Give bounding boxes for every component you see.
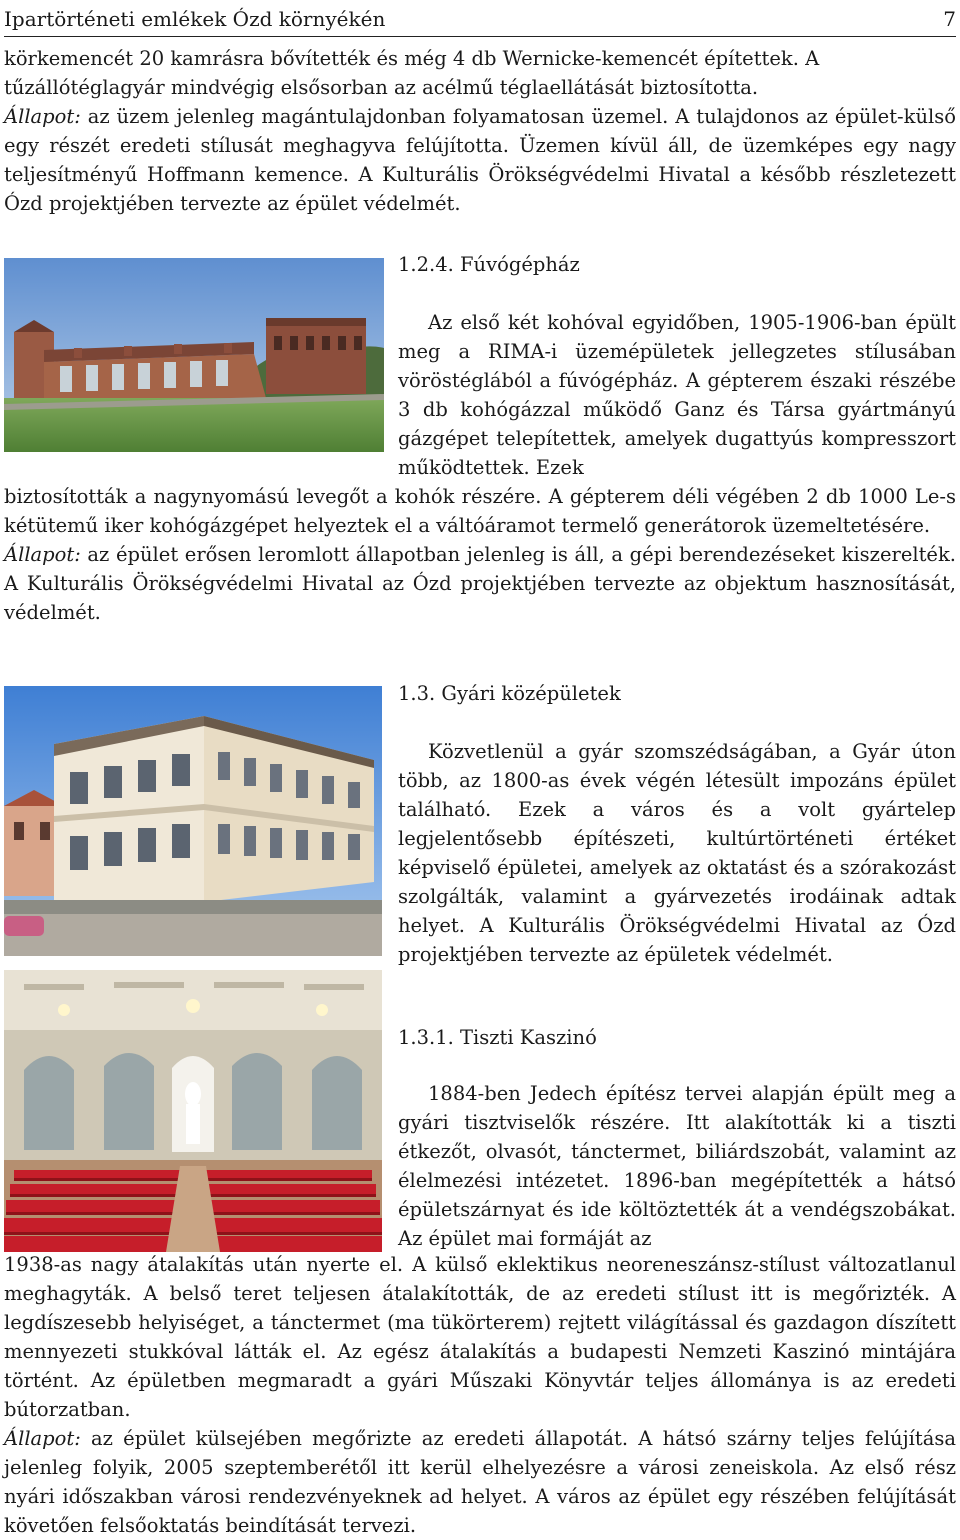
blower-house-state bbox=[4, 540, 956, 627]
casino-state-text: az épület külsejében megőrizte az eredeti állapotát. A hátsó szárny teljes felújítása jelenleg folyik, 2005 szeptemberétől itt kerül elhelyezésre a városi zeneiskola. Az első rész nyári időszakban városi rendezvényeknek ad helyet. A város az épület egy részében felújítását követően felsőoktatás beindítását tervezi. bbox=[4, 1427, 956, 1537]
casino-side-text: 1884-ben Jedech építész tervei alapján épült meg a gyári tisztviselők részére. Itt alakították ki a tiszti étkezőt, olvasót, tánctermet, biliárdszobát, valamint az élelmezési intézetet. 1896-ban megépítették a hátsó épületszárnyat és ide költöztették át a vendégszobákat. Az épület mai formáját az bbox=[398, 1082, 956, 1250]
blower-house-state-text: az épület erősen leromlott állapotban jelenleg is áll, a gépi berendezéseket kiszerelték. A Kulturális Örökségvédelmi Hivatal az Ózd projektjében tervezte az objektum hasznosítását, védelmét. bbox=[4, 543, 956, 624]
state-label: Állapot: bbox=[4, 1427, 81, 1450]
blower-house-photo bbox=[4, 258, 384, 452]
page-header bbox=[4, 4, 956, 37]
blower-house-full-text: biztosították a nagynyomású levegőt a kohók részére. A gépterem déli végében 2 db 1000 Le-s kétütemű iker kohógázgépet helyeztek el a váltóáramot termelő generátorok üzemeltetésére. bbox=[4, 485, 956, 537]
public-buildings-text: Közvetlenül a gyár szomszédságában, a Gyár úton több, az 1800-as évek végén létesült impozáns épület található. Ezek a város és a volt gyártelep legjelentősebb építészeti, kultúrtörténeti értéket képviselő épületei, amelyek az oktatást és a szórakozást szolgálták, valamint a gyárvezetés irodáinak adtak helyet. A Kulturális Örökségvédelmi Hivatal az Ózd projektjében tervezte az épületek védelmét. bbox=[398, 740, 956, 966]
heading-131: 1.3.1. Tiszti Kaszinó bbox=[398, 1026, 597, 1049]
blower-house-paragraph bbox=[4, 482, 956, 627]
page-number: 7 bbox=[943, 7, 956, 31]
casino-full-text: 1938-as nagy átalakítás után nyerte el. A külső eklektikus neoreneszánsz-stílust változatlanul meghagyták. A belső teret teljesen átalakították, de az eredeti stílust itt is megőrizték. A legdíszesebb helyiséget, a tánctermet (ma tükörterem) rejtett világítással és gazdagon díszített mennyezeti stukkóval látták el. Az egész átalakítás a budapesti Nemzeti Kaszinó mintájára történt. Az épületben megmaradt a gyári Műszaki Könyvtár teljes állománya is az eredeti bútorzatban. bbox=[4, 1253, 956, 1421]
intro-state bbox=[4, 102, 956, 218]
heading-13: 1.3. Gyári középületek bbox=[398, 682, 621, 705]
blower-house-side-text: Az első két kohóval egyidőben, 1905-1906-ban épült meg a RIMA-i üzemépületek jellegzetes stílusában vöröstéglából a fúvógépház. A gépterem északi részébe 3 db kohógázzal működő Ganz és Társa gyártmányú gázgépet telepítettek, amelyek dugattyús kompresszort működtettek. Ezek bbox=[398, 311, 956, 479]
heading-124: 1.2.4. Fúvógépház bbox=[398, 253, 580, 276]
intro-paragraph bbox=[4, 44, 956, 218]
running-title: Ipartörténeti emlékek Ózd környékén bbox=[4, 7, 386, 31]
state-label: Állapot: bbox=[4, 543, 81, 566]
intro-state-text: az üzem jelenleg magántulajdonban folyamatosan üzemel. A tulajdonos az épület-külső egy részét eredeti stílusát meghagyva felújította. Üzemen kívül áll, de üzemképes egy nagy teljesítményű Hoffmann kemence. A Kulturális Örökségvédelmi Hivatal a később részletezett Ózd projektjében tervezte az épület védelmét. bbox=[4, 105, 956, 215]
state-label: Állapot: bbox=[4, 105, 81, 128]
public-building-photo bbox=[4, 686, 382, 956]
casino-paragraph bbox=[4, 1250, 956, 1540]
intro-line-2: tűzállótéglagyár mindvégig elsősorban az acélmű téglaellátását biztosította. bbox=[4, 76, 759, 99]
ballroom-photo bbox=[4, 970, 382, 1252]
casino-state bbox=[4, 1424, 956, 1540]
intro-line-1: körkemencét 20 kamrásra bővítették és még 4 db Wernicke-kemencét építettek. A bbox=[4, 47, 820, 70]
